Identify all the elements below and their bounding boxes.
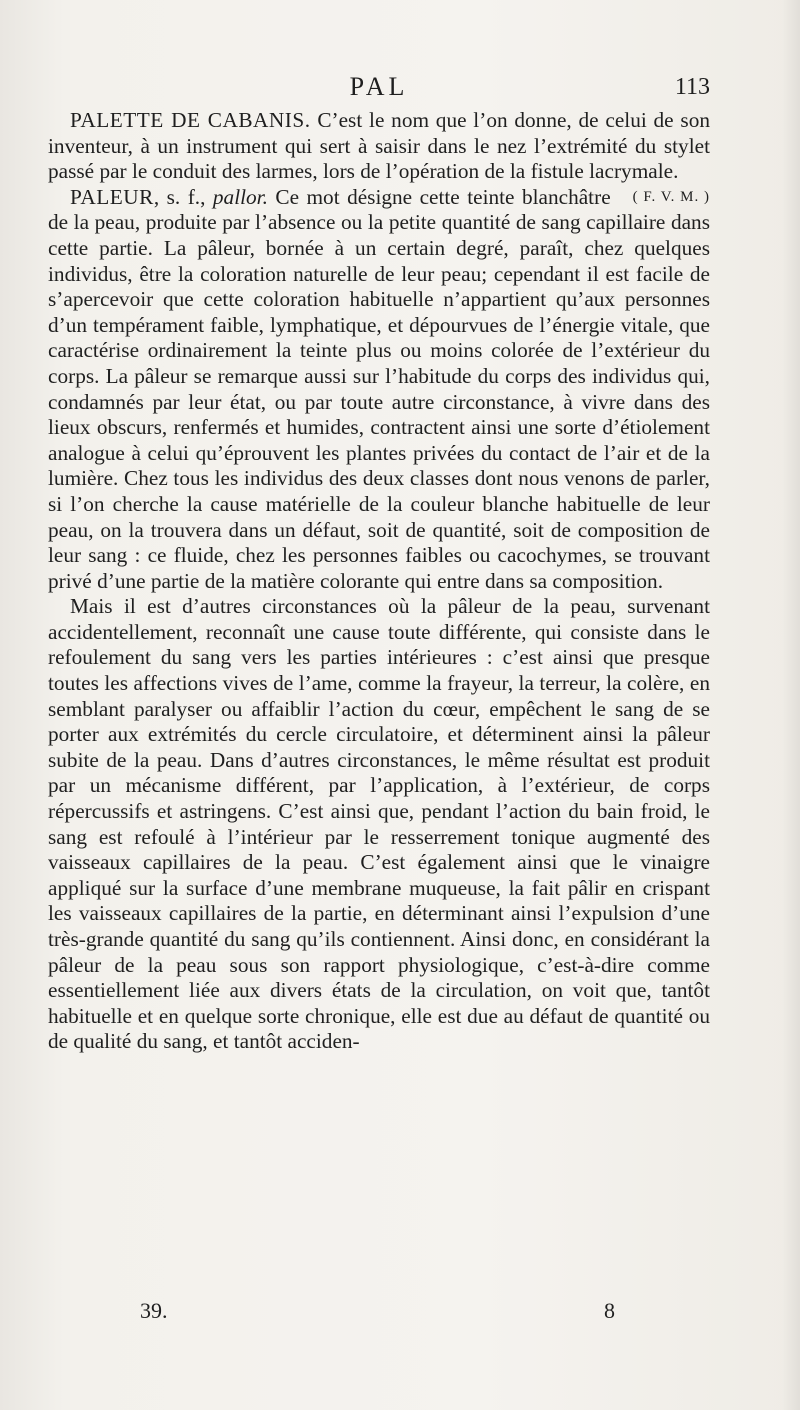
- signature-sheet: 8: [604, 1298, 615, 1323]
- entry-grammar: , s. f.,: [153, 184, 213, 209]
- page-fold-shadow: [782, 0, 800, 1410]
- page-number: 113: [674, 74, 710, 100]
- entry-headword: PALEUR: [70, 184, 154, 209]
- entry-author: ( F. V. M. ): [632, 188, 710, 205]
- page-header: [48, 72, 710, 112]
- entry-latin: pallor.: [212, 184, 268, 209]
- page-footer: [48, 1298, 710, 1328]
- entry-text: C’est le nom que l’on donne, de celui de son inventeur, à un instrument qui sert à saisir dans le nez l’extrémité du stylet passé par le conduit des larmes, lors de l’opération de la fistule lacrymale.: [48, 108, 710, 184]
- signature-volume: 39.: [140, 1298, 168, 1323]
- entry-headword: PALETTE DE CABANIS.: [70, 108, 311, 132]
- page-body: [48, 108, 710, 1055]
- entry-paleur: [48, 185, 710, 595]
- entry-paragraph-1: Ce mot désigne cette teinte blanchâtre de la peau, produite par l’absence ou la petite quantité de sang capillaire dans cette partie. La pâleur, bornée à un certain degré, paraît, chez quelques individus, être la coloration naturelle de leur peau; cependant il est facile de s’apercevoir que cette coloration habituelle n’appartient qu’aux personnes d’un tempérament faible, lymphatique, et dépourvues de l’énergie vitale, que caractérise ordinairement la teinte plus ou moins colorée de l’extérieur du corps. La pâleur se remarque aussi sur l’habitude du corps des individus qui, condamnés par leur état, ou par toute autre circonstance, à vivre dans des lieux obscurs, renfermés et humides, contractent ainsi une sorte d’étiolement analogue à celui qu’éprouvent les plantes privées du contact de l’air et de la lumière. Chez tous les individus des deux classes dont nous venons de parler, si l’on cherche la cause matérielle de la couleur blanche habituelle de leur peau, on la trouvera dans un défaut, soit de quantité, soit de composition de leur sang : ce fluide, chez les personnes faibles ou cacochymes, se trouvant privé d’une partie de la matière colorante qui entre dans sa composition.: [48, 184, 710, 593]
- running-head: PAL: [349, 72, 409, 101]
- entry-paragraph-2: Mais il est d’autres circonstances où la pâleur de la peau, survenant accidentellement, reconnaît une cause toute différente, qui consiste dans le refoulement du sang vers les parties intérieures : c’est ainsi que presque toutes les affections vives de l’ame, comme la frayeur, la terreur, la colère, en semblant paralyser ou affaiblir l’action du cœur, empêchent le sang de se porter aux extrémités du cercle circulatoire, et déterminent ainsi la pâleur subite de la peau. Dans d’autres circonstances, le même résultat est produit par un mécanisme différent, par l’application, à l’extérieur, de corps répercussifs et astringens. C’est ainsi que, pendant l’action du bain froid, le sang est refoulé à l’intérieur par le resserrement tonique augmenté des vaisseaux capillaires de la peau. C’est également ainsi que le vinaigre appliqué sur la surface d’une membrane muqueuse, la fait pâlir en crispant les vaisseaux capillaires de la partie, en déterminant ainsi l’expulsion d’une très-grande quantité du sang qu’ils contiennent. Ainsi donc, en considérant la pâleur de la peau sous son rapport physiologique, c’est-à-dire comme essentiellement liée aux divers états de la circulation, on voit que, tantôt habituelle et en quelque sorte chronique, elle est due au défaut de quantité ou de qualité du sang, et tantôt acciden-: [48, 594, 710, 1054]
